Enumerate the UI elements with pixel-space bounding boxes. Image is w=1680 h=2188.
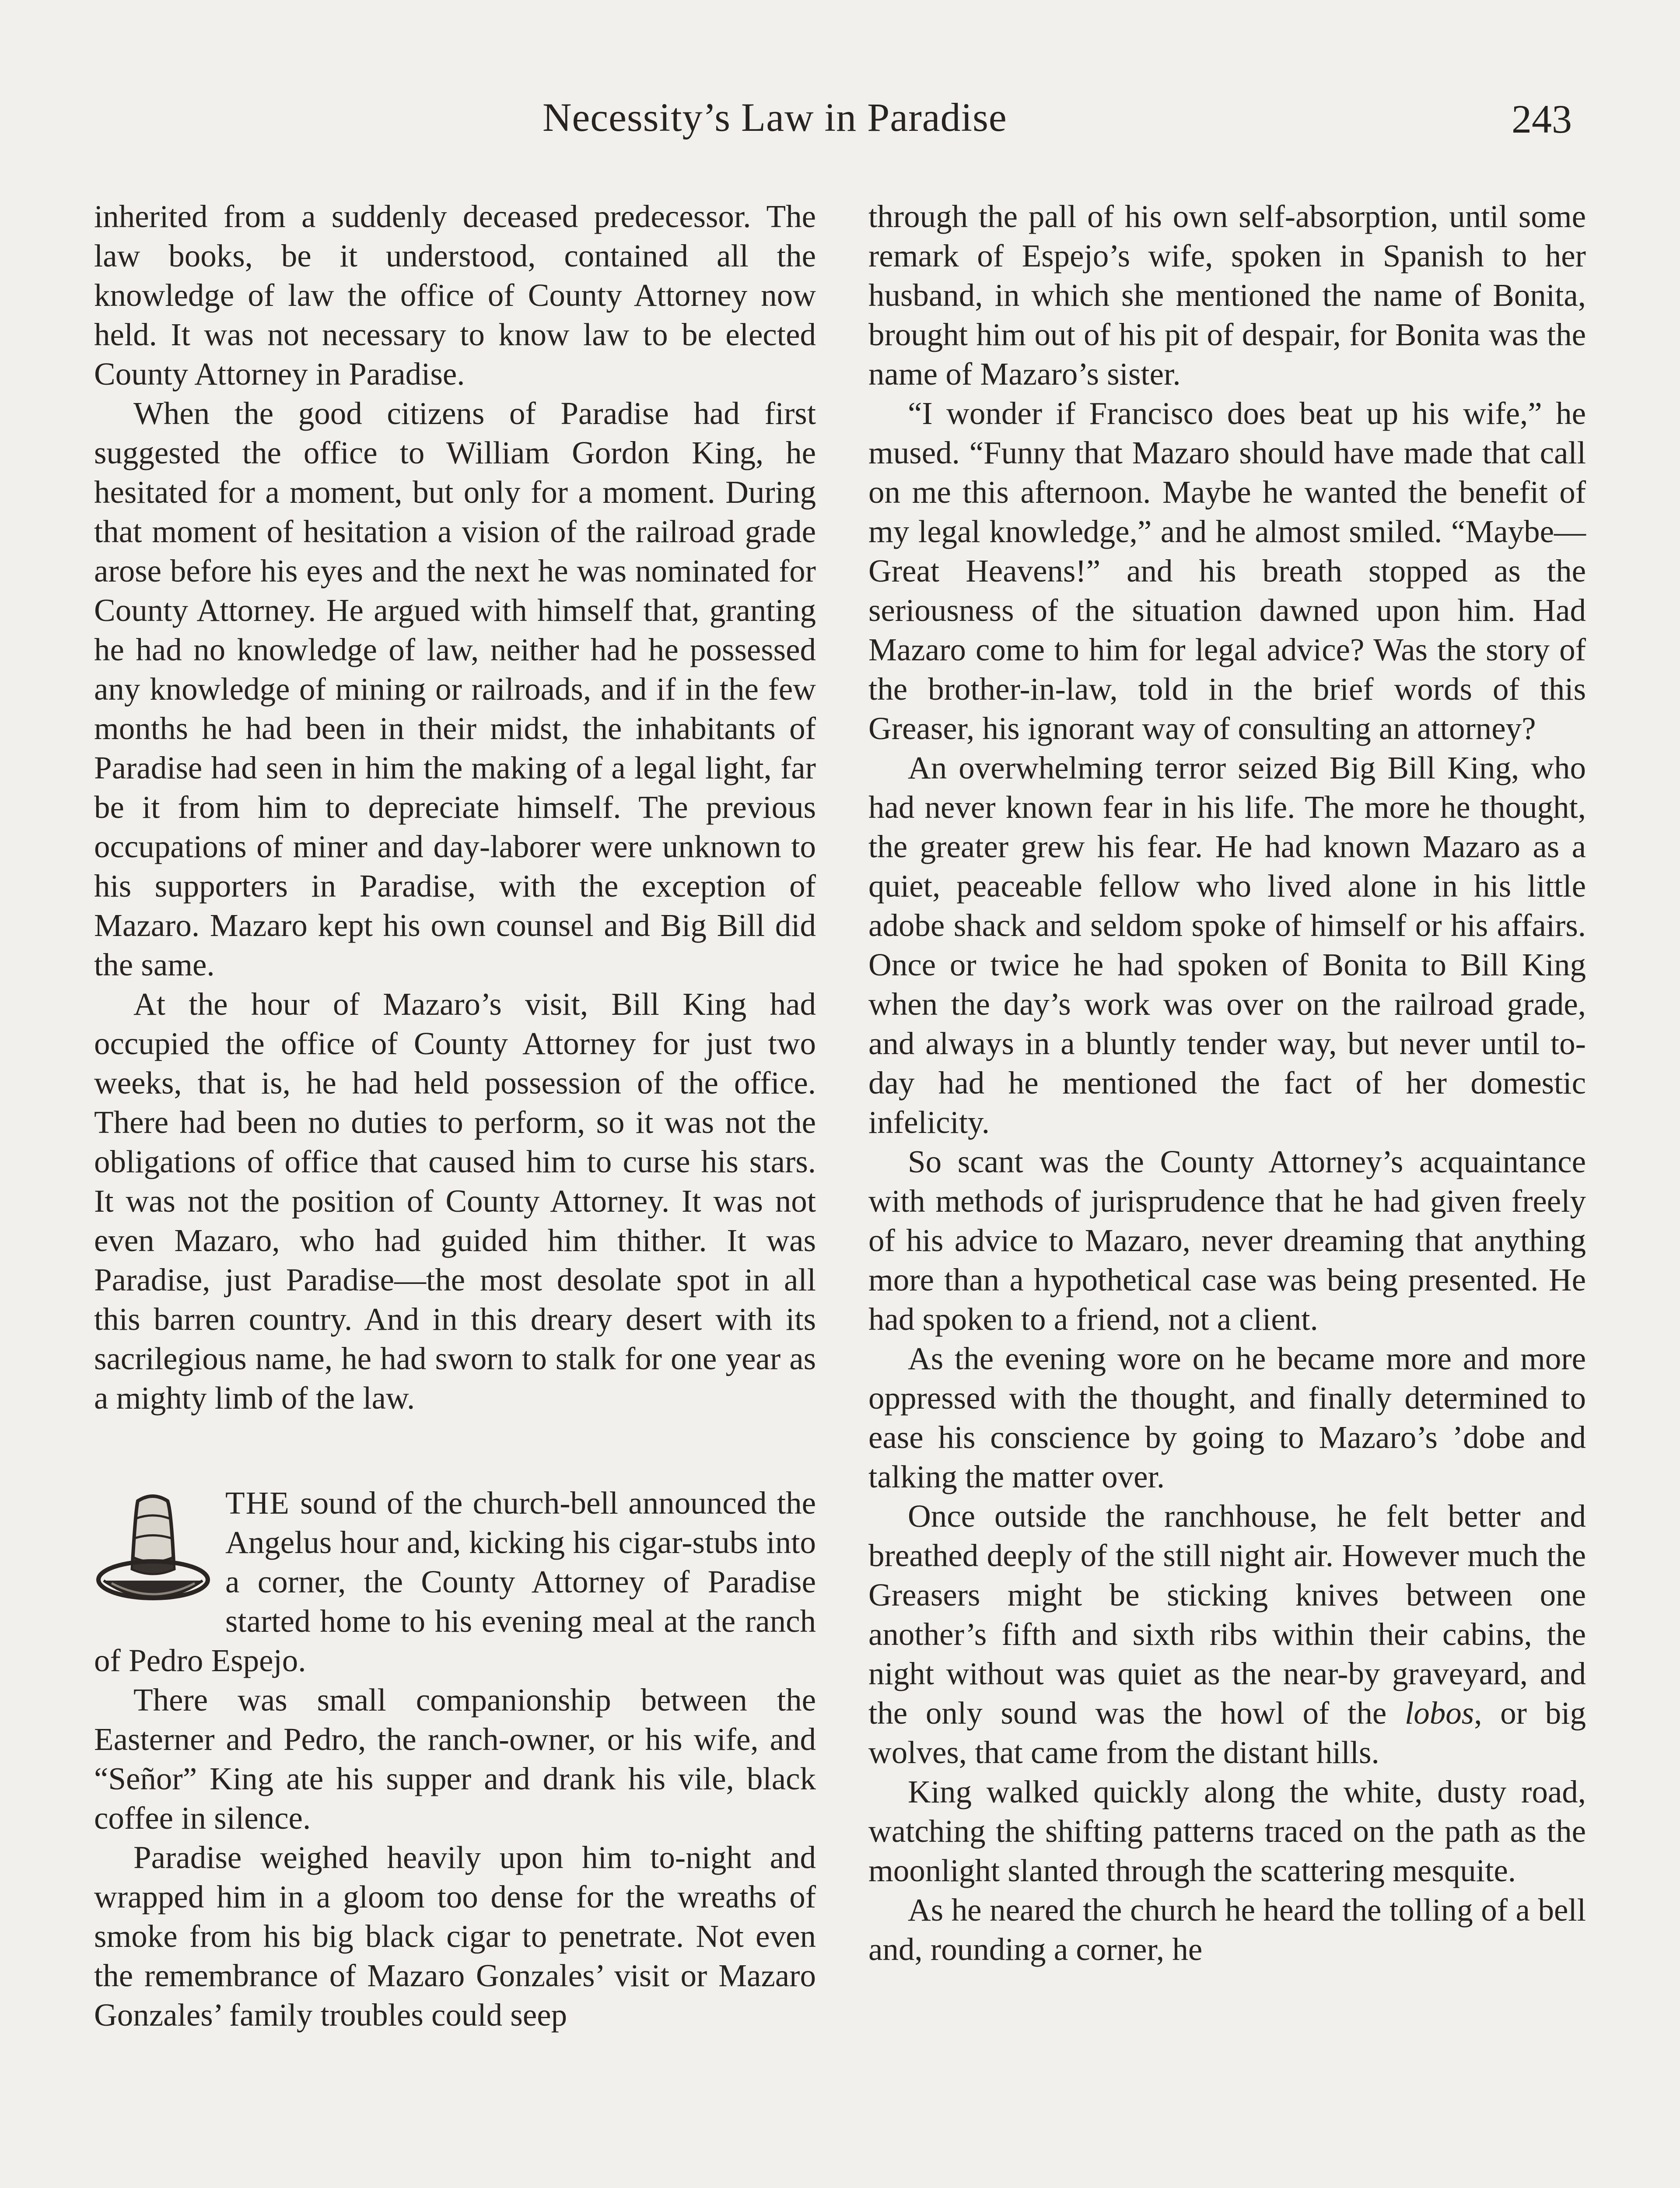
left-column <box>94 197 816 2035</box>
paragraph <box>868 1497 1586 1772</box>
paragraph-text: , or big wolves, that came from the distant hills. <box>868 1695 1586 1770</box>
paragraph: So scant was the County Attorney’s acquaintance with methods of jurisprudence that he had given freely of his advice to Mazaro, never dreaming that anything more than a hypothetical case was being presented. He had spoken to a friend, not a client. <box>868 1144 1586 1337</box>
paragraph: inherited from a suddenly deceased predecessor. The law books, be it understood, contained all the knowledge of law the office of County Attorney now held. It was not necessary to know law to be elected County Attorney in Paradise. <box>94 199 816 392</box>
italic-word: lobos <box>1404 1695 1474 1731</box>
paragraph: As he neared the church he heard the tolling of a bell and, rounding a corner, he <box>868 1892 1586 1967</box>
paragraph: Paradise weighed heavily upon him to-night and wrapped him in a gloom too dense for the wreaths of smoke from his big black cigar to penetrate. Not even the remembrance of Mazaro Gonzales’ visit or Mazaro Gonzales’ family troubles could seep <box>94 1840 816 2033</box>
paragraph: At the hour of Mazaro’s visit, Bill King had occupied the office of County Attorney for just two weeks, that is, he had held possession of the office. There had been no duties to perform, so it was not the obligations of office that caused him to curse his stars. It was not the position of County Attorney. It was not even Mazaro, who had guided him thither. It was Paradise, just Paradise—the most desolate spot in all this barren country. And in this dreary desert with its sacrilegious name, he had sworn to stalk for one year as a mighty limb of the law. <box>94 986 816 1416</box>
paragraph: There was small companionship between the Easterner and Pedro, the ranch-owner, or his wife, and “Señor” King ate his supper and drank his vile, black coffee in silence. <box>94 1682 816 1836</box>
page-number: 243 <box>1512 97 1572 141</box>
paragraph: An overwhelming terror seized Big Bill King, who had never known fear in his life. The more he thought, the greater grew his fear. He had known Mazaro as a quiet, peaceable fellow who lived alone in his little adobe shack and seldom spoke of himself or his affairs. Once or twice he had spoken of Bonita to Bill King when the day’s work was over on the railroad grade, and always in a bluntly tender way, but never until to-day had he mentioned the fact of her domestic infelicity. <box>868 750 1586 1140</box>
right-column <box>868 197 1586 1969</box>
running-title: Necessity’s Law in Paradise <box>542 95 1007 140</box>
sombrero-icon <box>94 1483 212 1615</box>
paragraph-text: Once outside the ranchhouse, he felt better and breathed deeply of the still night air. However much the Greasers might be sticking knives between one another’s fifth and sixth ribs within their cabins, the night without was quiet as the near-by graveyard, and the only sound was the howl of the <box>868 1498 1586 1731</box>
running-head <box>0 94 1680 147</box>
paragraph-text: sound of the church-bell announced the Angelus hour and, kicking his cigar-stubs into a corner, the County Attorney of Paradise started home to his evening meal at the ranch of Pedro Espejo. <box>94 1485 816 1678</box>
section-break <box>94 1483 816 1680</box>
paragraph: through the pall of his own self-absorption, until some remark of Espejo’s wife, spoken in Spanish to her husband, in which she mentioned the name of Bonita, brought him out of his pit of despair, for Bonita was the name of Mazaro’s sister. <box>868 199 1586 392</box>
paragraph: King walked quickly along the white, dusty road, watching the shifting patterns traced on the path as the moonlight slanted through the scattering mesquite. <box>868 1774 1586 1888</box>
lead-word: THE <box>225 1485 290 1521</box>
paragraph: When the good citizens of Paradise had first suggested the office to William Gordon King, he hesitated for a moment, but only for a moment. During that moment of hesitation a vision of the railroad grade arose before his eyes and the next he was nominated for County Attorney. He argued with himself that, granting he had no knowledge of law, neither had he possessed any knowledge of mining or railroads, and if in the few months he had been in their midst, the inhabitants of Paradise had seen in him the making of a legal light, far be it from him to depreciate himself. The previous occupations of miner and day-laborer were unknown to his supporters in Paradise, with the exception of Mazaro. Mazaro kept his own counsel and Big Bill did the same. <box>94 396 816 982</box>
paragraph: As the evening wore on he became more and more oppressed with the thought, and finally determined to ease his conscience by going to Mazaro’s ’dobe and talking the matter over. <box>868 1341 1586 1494</box>
paragraph: “I wonder if Francisco does beat up his wife,” he mused. “Funny that Mazaro should have made that call on me this afternoon. Maybe he wanted the benefit of my legal knowledge,” and he almost smiled. “Maybe—Great Heavens!” and his breath stopped as the seriousness of the situation dawned upon him. Had Mazaro come to him for legal advice? Was the story of the brother-in-law, told in the brief words of this Greaser, his ignorant way of consulting an attorney? <box>868 396 1586 746</box>
